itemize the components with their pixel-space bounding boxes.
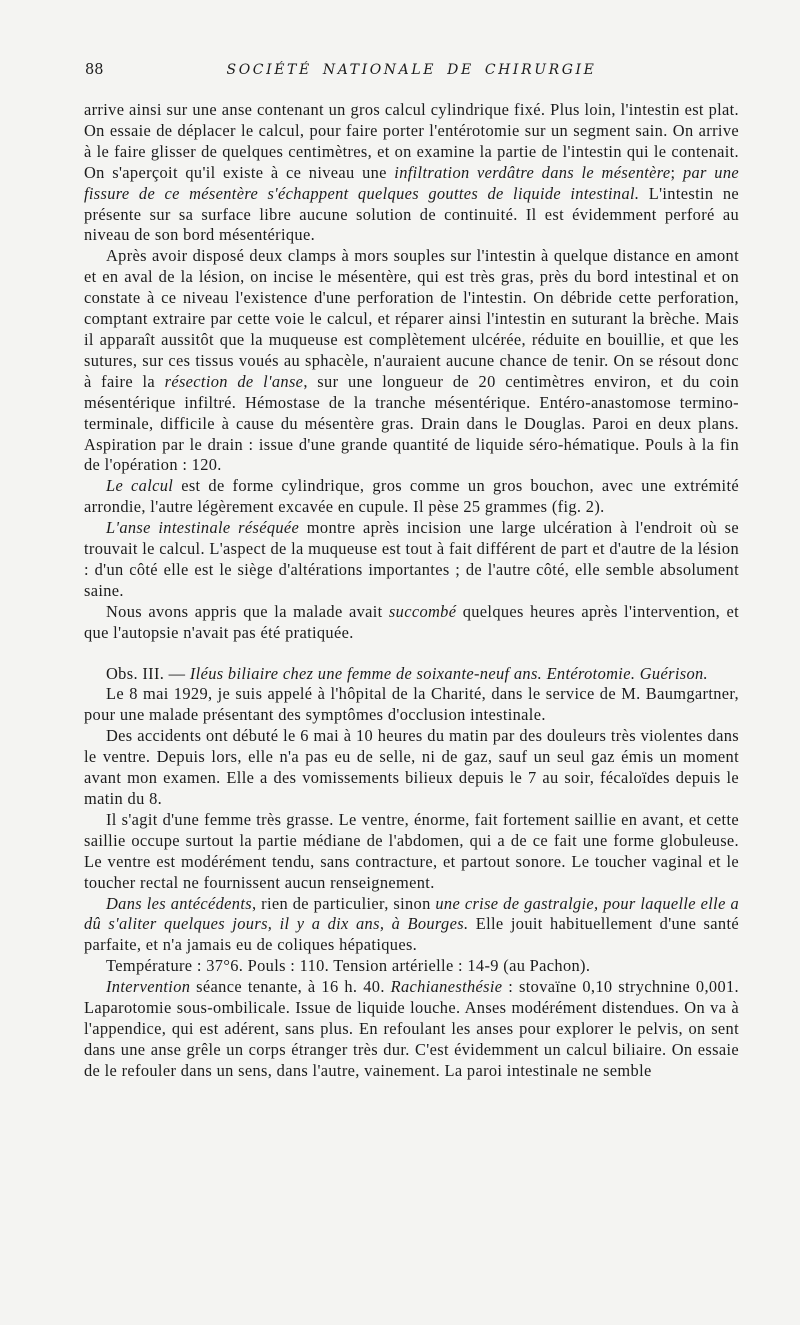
text-run: Nous avons appris que la malade avait bbox=[106, 601, 389, 621]
italic-run: Le calcul bbox=[106, 476, 174, 496]
text-run: : stovaïne 0,10 strychnine 0,001. Laparotomie sous-ombilicale. Issue de liquide louche. Anses modérément distendues. On va à l'appendice, qui est adérent, sans plus. En refoulant les anses pour explorer le pelvis, on sent dans une anse grêle un corps étranger très dur. C'est évidemment un calcul biliaire. On essaie de le refouler dans un sens, dans l'autre, vainement. La paroi intestinale ne semble bbox=[84, 977, 740, 1080]
paragraph bbox=[84, 602, 739, 644]
paragraph: Il s'agit d'une femme très grasse. Le ventre, énorme, fait fortement saillie en avant, et cette saillie occupe surtout la partie médiane de l'abdomen, qui a de ce fait une forme globuleuse. Le ventre est modérément tendu, sans contracture, et partout sonore. Le toucher vaginal et le toucher rectal ne fournissent aucun renseignement. bbox=[84, 809, 739, 892]
text-run: L'intestin ne présente sur sa surface libre aucune solution de continuité. Il est évidemment perforé au niveau de son bord mésentérique. bbox=[84, 183, 739, 245]
text-run: , sur une longueur de 20 centimètres environ, et du coin mésentérique infiltré. Hémostase de la tranche mésentérique. Entéro-anastomose termino-terminale, difficile à cause du mésentère gras. Drain dans le Douglas. Paroi en deux plans. Aspiration par le drain : issue d'une grande quantité de liquide séro-hématique. Pouls à la fin de l'opération : 120. bbox=[84, 371, 739, 475]
text-run: Après avoir disposé deux clamps à mors souples sur l'intestin à quelque distance en amont et en aval de la lésion, on incise le mésentère, qui est très gras, près du bord intestinal et on constate à ce niveau l'existence d'une perforation de l'intestin. On débride cette perforation, comptant extraire par cette voie le calcul, et réparer ainsi l'intestin en suturant la brèche. Mais il apparaît aussitôt que la muqueuse est complètement ulcérée, réduite en bouillie, et que les sutures, sur ces tissus voués au sphacèle, n'auraient aucune chance de tenir. On se résout donc à faire la bbox=[84, 246, 739, 391]
text-run: arrive ainsi sur une anse contenant un gros calcul cylindrique fixé. Plus loin, l'intestin est plat. On essaie de déplacer le calcul, pour faire porter l'entérotomie sur un segment sain. On arrive à le faire glisser de quelques centimètres, et on examine la partie de l'intestin qui le contenait. On s'aperçoit qu'il existe à ce niveau une bbox=[84, 100, 739, 182]
paragraph: Des accidents ont débuté le 6 mai à 10 heures du matin par des douleurs très violentes dans le ventre. Depuis lors, elle n'a pas eu de selle, ni de gaz, sauf un seul gaz émis un moment avant mon examen. Elle a des vomissements bilieux depuis le 7 au soir, fécaloïdes depuis le matin du 8. bbox=[84, 726, 739, 808]
italic-run: Dans les antécédents bbox=[106, 893, 252, 913]
text-run: ; bbox=[670, 162, 683, 182]
text-run: séance tenante, à 16 h. 40. bbox=[190, 977, 391, 997]
paragraph bbox=[84, 246, 739, 476]
paragraph bbox=[84, 518, 739, 602]
text-run: , rien de particulier, sinon bbox=[251, 893, 436, 913]
paragraph-continuation bbox=[84, 100, 739, 246]
running-head: SOCIÉTÉ NATIONALE DE CHIRURGIE bbox=[226, 62, 597, 78]
paragraph: Température : 37°6. Pouls : 110. Tension artérielle : 14-9 (au Pachon). bbox=[106, 956, 591, 976]
italic-run: Intervention bbox=[106, 977, 191, 997]
page-number: 88 bbox=[85, 62, 104, 78]
italic-run: Rachianesthésie bbox=[390, 977, 503, 997]
paragraph bbox=[84, 476, 739, 518]
text-run: Elle jouit habituellement d'une santé parfaite, et n'a jamais eu de coliques hépatiques. bbox=[84, 914, 739, 955]
observation-title bbox=[84, 664, 739, 685]
italic-run: succombé bbox=[388, 601, 457, 621]
paragraph: Le 8 mai 1929, je suis appelé à l'hôpital de la Charité, dans le service de M. Baumgartner, pour une malade présentant des symptômes d'occlusion intestinale. bbox=[84, 684, 739, 725]
italic-run: par une fissure de ce mésentère s'échappent quelques gouttes de liquide intestinal. bbox=[84, 162, 740, 203]
paragraph bbox=[84, 977, 739, 1082]
page-header bbox=[85, 62, 738, 86]
italic-run: résection de l'anse bbox=[164, 371, 304, 391]
paragraph bbox=[84, 894, 739, 957]
observation-label: Obs. III. — bbox=[106, 663, 190, 683]
observation-heading: Iléus biliaire chez une femme de soixante-neuf ans. Entérotomie. Guérison. bbox=[189, 663, 708, 683]
italic-run: infiltration verdâtre dans le mésentère bbox=[394, 162, 671, 182]
text-run: montre après incision une large ulcération à l'endroit où se trouvait le calcul. L'aspect de la muqueuse est tout à fait différent de part et d'autre de la lésion : d'un côté elle est le siège d'altérations importantes ; de l'autre côté, elle semble absolument saine. bbox=[84, 518, 739, 600]
text-run: est de forme cylindrique, gros comme un gros bouchon, avec une extrémité arrondie, l'autre légèrement excavée en cupule. Il pèse 25 grammes (fig. 2). bbox=[84, 476, 739, 517]
italic-run: L'anse intestinale réséquée bbox=[106, 518, 300, 538]
text-run: quelques heures après l'intervention, et que l'autopsie n'avait pas été pratiquée. bbox=[84, 601, 739, 642]
article-body bbox=[84, 100, 739, 1082]
italic-run: une crise de gastralgie, pour laquelle elle a dû s'aliter quelques jours, il y a dix ans, à Bourges. bbox=[84, 893, 739, 934]
